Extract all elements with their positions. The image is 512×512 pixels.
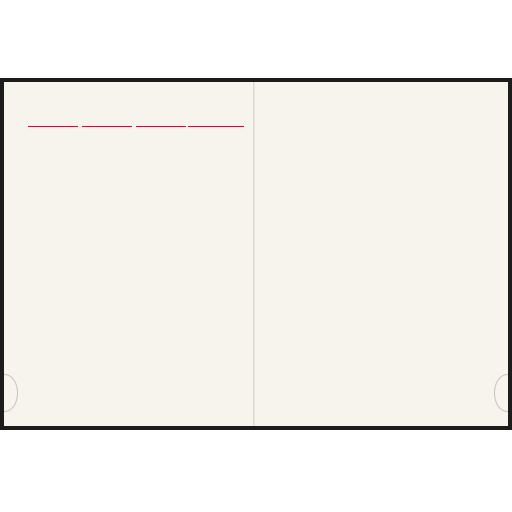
distance-grid xyxy=(352,150,492,406)
operator-name xyxy=(82,126,132,127)
page-curl-decoration xyxy=(4,374,18,412)
operator-vodafone xyxy=(82,126,132,129)
operator-name xyxy=(188,126,244,127)
operator-name xyxy=(136,126,186,127)
operator-name xyxy=(28,126,78,127)
page-curl-decoration xyxy=(494,374,508,412)
operator-trimob xyxy=(188,126,244,129)
operator-kyivstar xyxy=(28,126,78,129)
operator-lifecell xyxy=(136,126,186,129)
distance-table xyxy=(352,150,492,406)
left-page xyxy=(4,82,255,426)
